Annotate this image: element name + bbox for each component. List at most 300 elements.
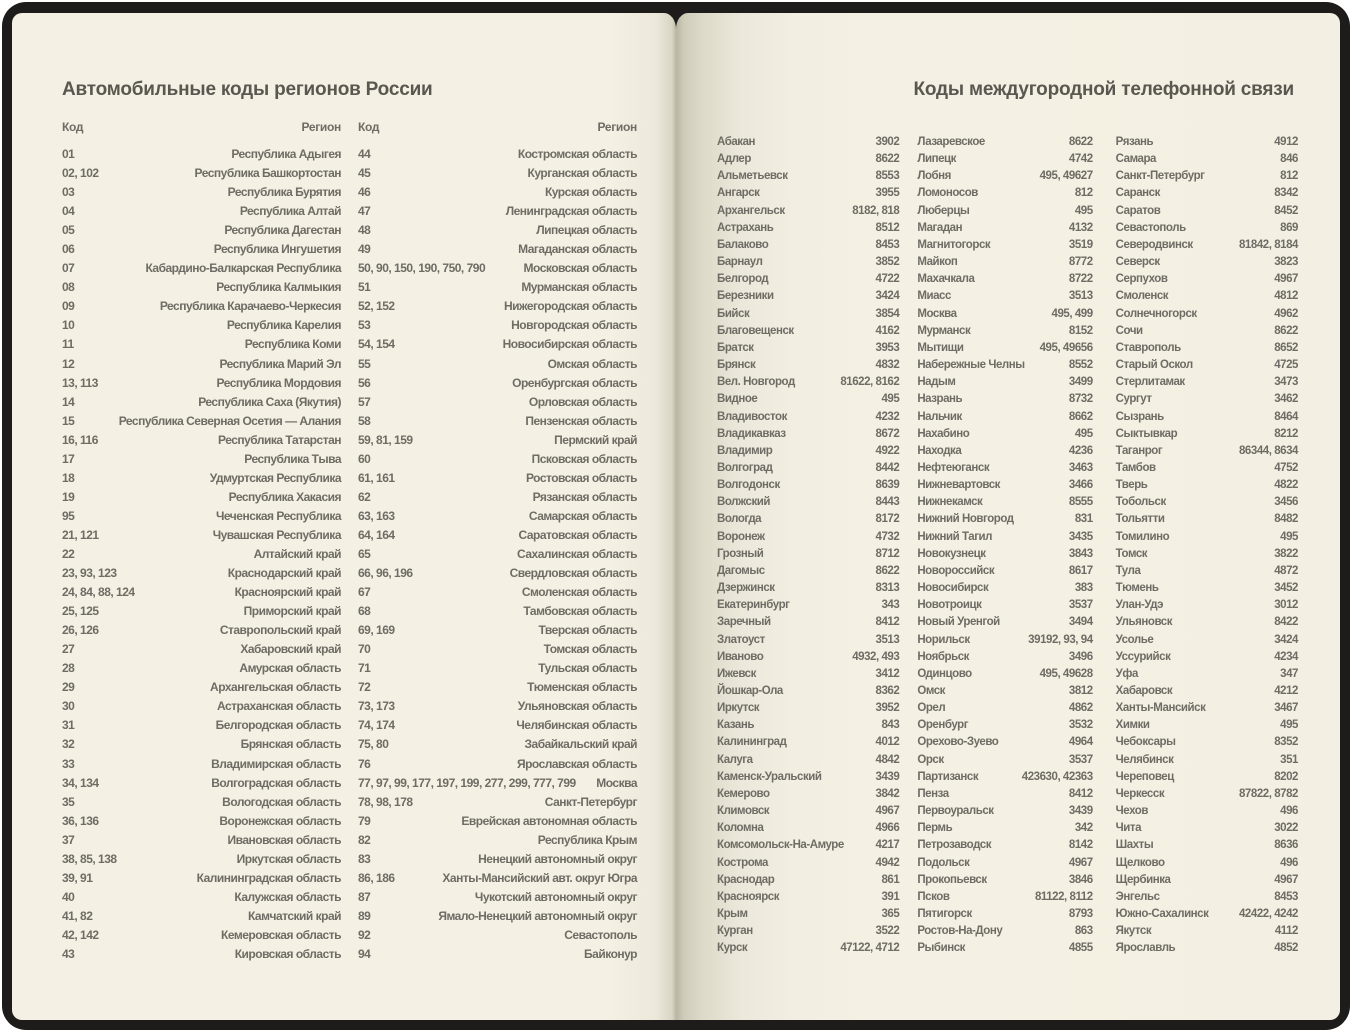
- phone-code-row: [1116, 340, 1298, 357]
- region-name: Магаданская область: [518, 242, 637, 257]
- region-name: Иркутская область: [236, 851, 341, 866]
- region-code-row: [358, 793, 637, 812]
- region-code: 49: [358, 242, 371, 257]
- city-name: Пенза: [917, 787, 949, 800]
- city-name: Астрахань: [717, 221, 774, 234]
- phone-code: 3496: [1068, 650, 1093, 663]
- phone-code-row: [917, 769, 1092, 786]
- region-code-row: [358, 697, 637, 716]
- region-code: 61, 161: [358, 470, 395, 485]
- region-code-row: [358, 374, 637, 393]
- phone-code-row: [917, 700, 1092, 717]
- phone-code-row: [917, 511, 1092, 528]
- phone-code: 423630, 42363: [1021, 770, 1093, 783]
- city-name: Саратов: [1115, 204, 1161, 217]
- city-name: Чита: [1115, 822, 1142, 835]
- region-code: 10: [62, 318, 75, 333]
- city-name: Рязань: [1115, 136, 1154, 148]
- region-code: 14: [62, 394, 75, 409]
- region-code: 82: [358, 832, 371, 847]
- phone-code: 4966: [875, 822, 900, 835]
- phone-code: 8442: [875, 461, 900, 474]
- phone-code-row: [917, 220, 1092, 237]
- city-name: Прокопьевск: [917, 873, 987, 886]
- city-name: Коломна: [717, 822, 764, 835]
- region-code-row: [358, 755, 637, 774]
- phone-code-row: [717, 614, 899, 631]
- phone-code: 3902: [875, 136, 900, 148]
- header-code: Код: [62, 120, 84, 134]
- city-name: Лобня: [917, 170, 951, 183]
- region-code: 68: [358, 604, 371, 619]
- phone-code: 8453: [1274, 890, 1298, 903]
- phone-code: 496: [1280, 805, 1298, 818]
- region-code-row: [62, 374, 341, 393]
- phone-code-row: [917, 855, 1092, 872]
- region-name: Орловская область: [528, 394, 637, 409]
- city-name: Северодвинск: [1115, 238, 1193, 251]
- region-name: Рязанская область: [532, 489, 637, 504]
- phone-code-row: [917, 306, 1092, 323]
- region-code-row: [358, 735, 637, 754]
- region-code: 64, 164: [358, 527, 395, 542]
- phone-code-row: [717, 237, 899, 254]
- phone-code: 3439: [875, 770, 900, 783]
- region-code-row: [358, 545, 637, 564]
- city-name: Дагомыс: [717, 564, 765, 577]
- city-name: Благовещенск: [717, 324, 794, 337]
- phone-code: 3499: [1068, 376, 1093, 389]
- region-code: 27: [62, 642, 75, 657]
- city-name: Тобольск: [1115, 496, 1166, 509]
- region-code-row: [62, 774, 341, 793]
- phone-code: 87822, 8782: [1238, 787, 1298, 800]
- phone-code: 3456: [1274, 496, 1298, 509]
- phone-code: 4742: [1068, 153, 1093, 166]
- region-code: 67: [358, 585, 371, 600]
- city-name: Рыбинск: [917, 942, 965, 955]
- phone-code-row: [917, 374, 1092, 391]
- region-code-row: [358, 831, 637, 850]
- phone-code: 495: [881, 393, 900, 406]
- phone-code: 831: [1074, 513, 1093, 526]
- phone-code: 812: [1280, 170, 1298, 183]
- phone-code: 8622: [1068, 136, 1093, 148]
- region-code-row: [62, 507, 341, 526]
- phone-codes-column-2: [917, 134, 1092, 958]
- region-code-row: [358, 355, 637, 374]
- phone-code-row: [717, 563, 899, 580]
- phone-code-row: [917, 683, 1092, 700]
- region-code-row: [62, 450, 341, 469]
- phone-code: 4234: [1274, 650, 1298, 663]
- phone-code-row: [1116, 168, 1298, 185]
- city-name: Стерлитамак: [1115, 376, 1185, 389]
- phone-code-row: [917, 288, 1092, 305]
- region-code: 48: [358, 223, 371, 238]
- region-name: Республика Бурятия: [227, 185, 341, 200]
- city-name: Орехово-Зуево: [917, 736, 999, 749]
- city-name: Шахты: [1115, 839, 1154, 852]
- region-name: Забайкальский край: [524, 737, 637, 752]
- city-name: Первоуральск: [917, 805, 994, 818]
- phone-code-row: [917, 340, 1092, 357]
- region-name: Тюменская область: [527, 680, 637, 695]
- phone-code-row: [1116, 837, 1298, 854]
- region-code: 02, 102: [62, 166, 99, 181]
- phone-code-row: [917, 357, 1092, 374]
- phone-code-row: [717, 151, 899, 168]
- phone-code: 8342: [1274, 187, 1298, 200]
- region-code: 06: [62, 242, 75, 257]
- region-code-row: [62, 240, 341, 259]
- region-code: 77, 97, 99, 177, 197, 199, 277, 299, 777, 799: [358, 775, 576, 790]
- phone-code-row: [717, 494, 899, 511]
- city-name: Крым: [717, 908, 748, 921]
- phone-code-row: [1116, 855, 1298, 872]
- phone-code-row: [917, 477, 1092, 494]
- phone-code: 4922: [875, 444, 900, 457]
- phone-code: 8722: [1068, 273, 1093, 286]
- city-name: Вел. Новгород: [717, 376, 795, 389]
- phone-code: 846: [1280, 153, 1298, 166]
- phone-code-row: [917, 837, 1092, 854]
- region-code: 32: [62, 737, 75, 752]
- region-code-row: [62, 888, 341, 907]
- region-name: Кабардино-Балкарская Республика: [145, 261, 341, 276]
- phone-code: 495, 49656: [1039, 341, 1093, 354]
- header-region: Регион: [597, 120, 637, 134]
- region-code-row: [62, 145, 341, 164]
- city-name: Сызрань: [1115, 410, 1164, 423]
- phone-code: 343: [881, 599, 900, 612]
- region-name: Тульская область: [538, 661, 637, 676]
- region-code-row: [62, 602, 341, 621]
- phone-code: 495: [1280, 530, 1298, 543]
- region-code: 35: [62, 794, 75, 809]
- phone-code-row: [717, 203, 899, 220]
- region-code: 59, 81, 159: [358, 432, 413, 447]
- region-name: Псковская область: [531, 451, 637, 466]
- region-name: Омская область: [547, 356, 637, 371]
- phone-code: 843: [881, 719, 900, 732]
- phone-code-row: [1116, 666, 1298, 683]
- phone-code-row: [917, 923, 1092, 940]
- phone-code: 47122, 4712: [840, 942, 900, 955]
- phone-code: 8555: [1068, 496, 1093, 509]
- region-name: Костромская область: [517, 147, 637, 161]
- region-code-row: [358, 335, 637, 354]
- region-code: 55: [358, 356, 371, 371]
- phone-code: 4732: [875, 530, 900, 543]
- phone-code-row: [1116, 151, 1298, 168]
- city-name: Череповец: [1115, 770, 1174, 783]
- region-name: Республика Тыва: [244, 451, 341, 466]
- region-name: Республика Калмыкия: [216, 280, 341, 295]
- phone-code: 3513: [1068, 290, 1093, 303]
- phone-code-row: [1116, 803, 1298, 820]
- city-name: Орел: [917, 702, 946, 715]
- phone-code: 391: [881, 890, 900, 903]
- region-code: 25, 125: [62, 604, 99, 619]
- phone-code: 3537: [1068, 599, 1093, 612]
- city-name: Климовск: [717, 805, 770, 818]
- city-name: Дзержинск: [717, 582, 775, 595]
- region-code-row: [62, 393, 341, 412]
- region-codes-table: [62, 120, 637, 964]
- phone-code: 383: [1074, 582, 1093, 595]
- city-name: Северск: [1115, 256, 1160, 269]
- phone-code: 3466: [1068, 479, 1093, 492]
- city-name: Екатеринбург: [717, 599, 790, 612]
- phone-code-row: [917, 443, 1092, 460]
- city-name: Ростов-На-Дону: [917, 925, 1003, 938]
- region-name: Республика Карачаево-Черкесия: [159, 299, 341, 314]
- city-name: Владимир: [717, 444, 773, 457]
- city-name: Магнитогорск: [917, 238, 991, 251]
- city-name: Пятигорск: [917, 908, 972, 921]
- region-code: 07: [62, 261, 75, 276]
- region-code: 52, 152: [358, 299, 395, 314]
- region-name: Пермский край: [554, 432, 637, 447]
- region-name: Алтайский край: [253, 546, 341, 561]
- region-code-row: [62, 297, 341, 316]
- phone-code: 8636: [1274, 839, 1298, 852]
- city-name: Нальчик: [917, 410, 962, 423]
- region-code-row: [62, 755, 341, 774]
- city-name: Ханты-Мансийск: [1115, 702, 1206, 715]
- phone-code: 3812: [1068, 685, 1093, 697]
- region-code: 30: [62, 699, 75, 714]
- region-name: Республика Марий Эл: [219, 356, 341, 371]
- region-code-row: [358, 602, 637, 621]
- phone-code-row: [717, 632, 899, 649]
- city-name: Севастополь: [1115, 221, 1186, 234]
- left-page-title: Автомобильные коды регионов России: [62, 79, 433, 100]
- region-code: 03: [62, 185, 75, 200]
- phone-code-row: [917, 460, 1092, 477]
- region-code: 79: [358, 813, 371, 828]
- phone-code: 8142: [1068, 839, 1093, 852]
- region-code-row: [62, 659, 341, 678]
- city-name: Партизанск: [917, 770, 979, 783]
- region-code: 56: [358, 375, 371, 390]
- region-code: 72: [358, 680, 371, 695]
- city-name: Воронеж: [717, 530, 765, 543]
- city-name: Липецк: [917, 153, 956, 166]
- phone-code-row: [717, 752, 899, 769]
- phone-code-row: [1116, 409, 1298, 426]
- phone-code-row: [917, 717, 1092, 734]
- region-code: 76: [358, 756, 371, 771]
- city-name: Орск: [917, 753, 944, 766]
- region-code-row: [62, 431, 341, 450]
- phone-code: 8152: [1068, 324, 1093, 337]
- region-code-row: [62, 697, 341, 716]
- phone-code-row: [717, 340, 899, 357]
- region-name: Приморский край: [243, 604, 341, 619]
- city-name: Томск: [1115, 547, 1148, 560]
- city-name: Петрозаводск: [917, 839, 992, 852]
- phone-code: 8732: [1068, 393, 1093, 406]
- phone-code: 4236: [1068, 444, 1093, 457]
- region-name: Кемеровская область: [221, 927, 341, 942]
- phone-code: 4967: [1274, 873, 1298, 886]
- phone-code: 3852: [875, 256, 900, 269]
- region-code-row: [62, 564, 341, 583]
- phone-code: 8422: [1274, 616, 1298, 629]
- phone-code: 3822: [1274, 547, 1298, 560]
- phone-code-row: [1116, 477, 1298, 494]
- city-name: Санкт-Петербург: [1115, 170, 1205, 183]
- phone-code: 8482: [1274, 513, 1298, 526]
- phone-code-row: [717, 666, 899, 683]
- region-code-row: [358, 678, 637, 697]
- phone-code: 3452: [1274, 582, 1298, 595]
- region-code-row: [62, 869, 341, 888]
- region-code-row: [358, 221, 637, 240]
- region-name: Чукотский автономный округ: [474, 889, 637, 904]
- phone-code-row: [1116, 786, 1298, 803]
- region-code-row: [62, 640, 341, 659]
- phone-code-row: [717, 597, 899, 614]
- phone-code: 3952: [875, 702, 900, 715]
- city-name: Казань: [717, 719, 754, 732]
- region-code: 26, 126: [62, 623, 99, 638]
- city-name: Лазаревское: [917, 136, 985, 148]
- region-name: Республика Татарстан: [217, 432, 341, 447]
- city-name: Находка: [917, 444, 962, 457]
- region-code-row: [358, 183, 637, 202]
- city-name: Челябинск: [1115, 753, 1174, 766]
- phone-code: 3842: [875, 787, 900, 800]
- region-name: Республика Алтай: [239, 204, 341, 219]
- phone-code: 3519: [1068, 238, 1093, 251]
- phone-code-row: [1116, 597, 1298, 614]
- phone-code-row: [717, 460, 899, 477]
- region-code: 47: [358, 204, 371, 219]
- region-name: Тверская область: [538, 623, 637, 638]
- city-name: Заречный: [717, 616, 771, 629]
- phone-code: 3953: [875, 341, 900, 354]
- region-code: 34, 134: [62, 775, 99, 790]
- region-code: 73, 173: [358, 699, 395, 714]
- phone-code: 8182, 818: [852, 204, 900, 217]
- region-code-row: [358, 469, 637, 488]
- phone-code-row: [1116, 872, 1298, 889]
- phone-code: 3522: [875, 925, 900, 938]
- phone-code: 8553: [875, 170, 900, 183]
- phone-code: 39192, 93, 94: [1028, 633, 1093, 646]
- phone-code: 8352: [1274, 736, 1298, 749]
- region-name: Вологодская область: [222, 794, 341, 809]
- region-code: 04: [62, 204, 75, 219]
- phone-code: 8652: [1274, 341, 1298, 354]
- region-code: 08: [62, 280, 75, 295]
- region-code-row: [62, 812, 341, 831]
- phone-code-row: [717, 546, 899, 563]
- phone-code: 4822: [1274, 479, 1298, 492]
- city-name: Чебоксары: [1115, 736, 1176, 749]
- region-code: 05: [62, 223, 75, 238]
- city-name: Щербинка: [1115, 873, 1171, 886]
- region-code: 21, 121: [62, 527, 99, 542]
- phone-code-row: [717, 906, 899, 923]
- region-name: Республика Адыгея: [231, 147, 341, 161]
- phone-code-row: [917, 323, 1092, 340]
- region-name: Мурманская область: [521, 280, 637, 295]
- phone-code: 4855: [1068, 942, 1093, 955]
- phone-code: 3823: [1274, 256, 1298, 269]
- phone-code-row: [917, 168, 1092, 185]
- region-name: Республика Ингушетия: [213, 242, 341, 257]
- city-name: Красноярск: [717, 890, 780, 903]
- region-code-row: [62, 278, 341, 297]
- region-name: Санкт-Петербург: [544, 794, 637, 809]
- phone-code-row: [917, 409, 1092, 426]
- phone-code: 3955: [875, 187, 900, 200]
- phone-code-row: [1116, 494, 1298, 511]
- region-code: 41, 82: [62, 908, 93, 923]
- region-code: 65: [358, 546, 371, 561]
- city-name: Майкоп: [917, 256, 958, 269]
- region-name: Республика Башкортостан: [194, 166, 341, 181]
- phone-code: 3463: [1068, 461, 1093, 474]
- city-name: Хабаровск: [1115, 685, 1173, 697]
- region-code-row: [62, 735, 341, 754]
- phone-code: 8464: [1274, 410, 1298, 423]
- region-name: Ямало-Ненецкий автономный округ: [438, 908, 637, 923]
- region-name: Ростовская область: [525, 470, 637, 485]
- phone-code: 8793: [1068, 908, 1093, 921]
- region-name: Ивановская область: [227, 832, 341, 847]
- phone-code-row: [1116, 546, 1298, 563]
- region-code: 75, 80: [358, 737, 389, 752]
- city-name: Таганрог: [1115, 444, 1163, 457]
- region-code-row: [62, 907, 341, 926]
- city-name: Адлер: [717, 153, 751, 166]
- phone-code-row: [1116, 460, 1298, 477]
- phone-code-row: [917, 391, 1092, 408]
- phone-code-row: [717, 511, 899, 528]
- city-name: Краснодар: [717, 873, 775, 886]
- region-code: 37: [62, 832, 75, 847]
- city-name: Видное: [717, 393, 758, 406]
- phone-code-row: [917, 529, 1092, 546]
- phone-code: 495: [1074, 427, 1093, 440]
- region-name: Архангельская область: [210, 680, 341, 695]
- phone-code: 4132: [1068, 221, 1093, 234]
- city-name: Ставрополь: [1115, 341, 1181, 354]
- region-code-row: [358, 526, 637, 545]
- phone-code-row: [717, 940, 899, 957]
- phone-code-row: [1116, 134, 1298, 151]
- region-name: Курская область: [544, 185, 637, 200]
- city-name: Одинцово: [917, 667, 972, 680]
- phone-code: 812: [1074, 187, 1093, 200]
- region-code: 46: [358, 185, 371, 200]
- phone-code: 8552: [1068, 359, 1093, 372]
- region-code-row: [62, 488, 341, 507]
- phone-code-row: [717, 185, 899, 202]
- city-name: Ноябрьск: [917, 650, 969, 663]
- phone-code: 4967: [1068, 856, 1093, 869]
- phone-code: 869: [1280, 221, 1298, 234]
- region-name: Томская область: [543, 642, 637, 657]
- region-name: Липецкая область: [536, 223, 637, 238]
- phone-code-row: [917, 820, 1092, 837]
- region-code-row: [62, 221, 341, 240]
